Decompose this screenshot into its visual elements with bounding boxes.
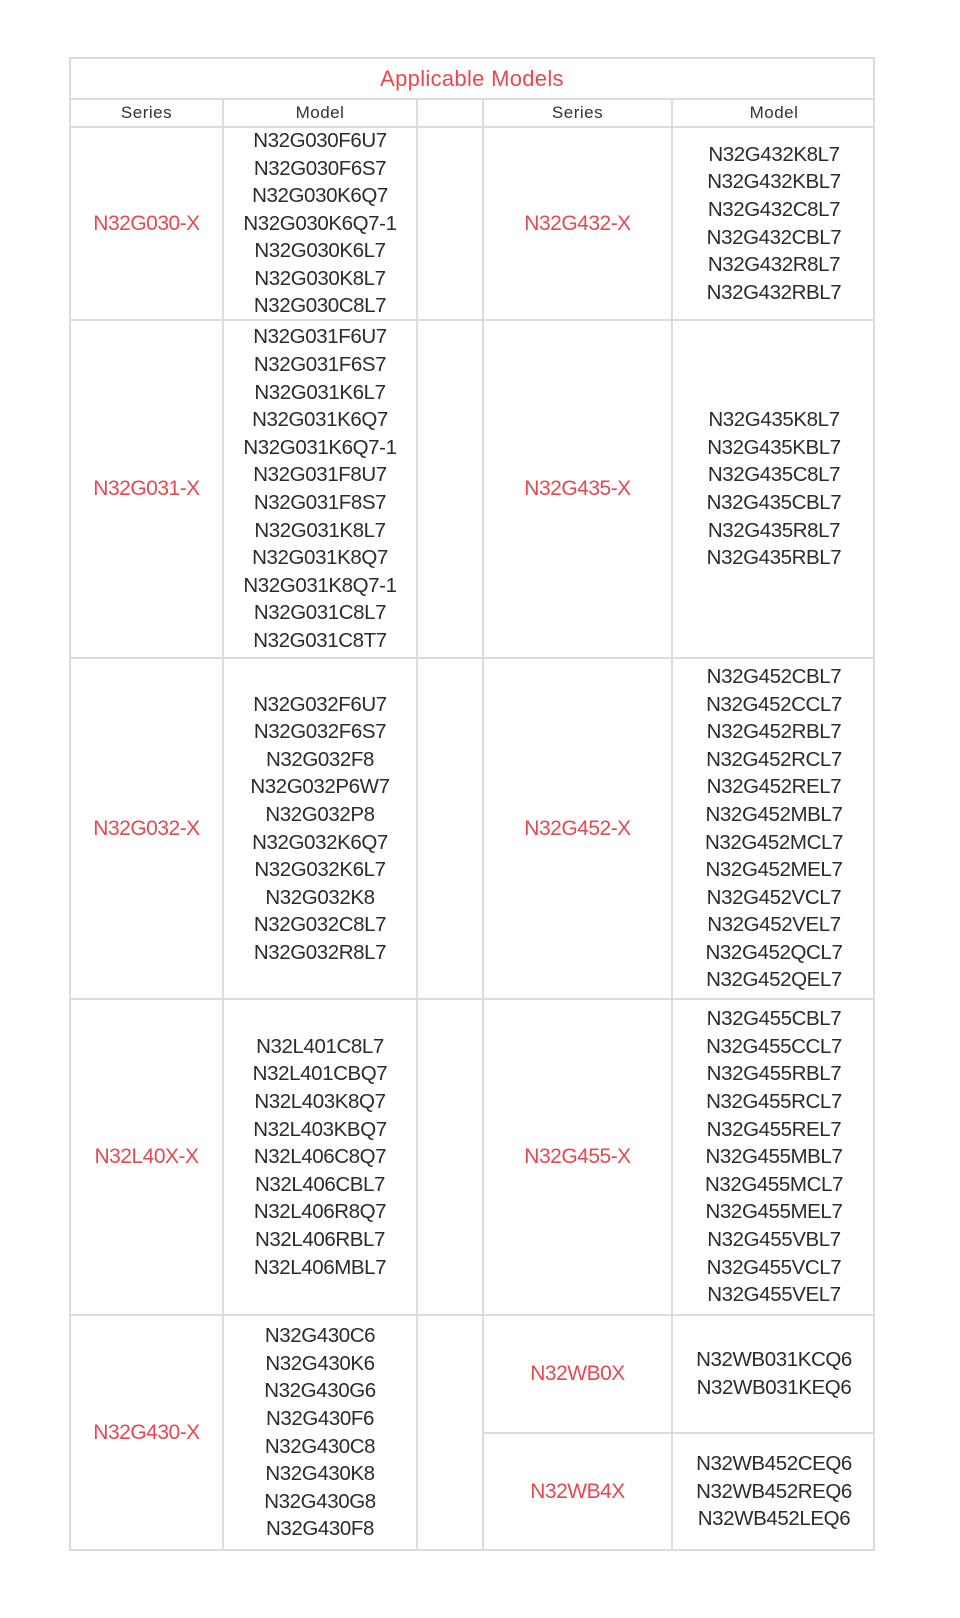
header-spacer — [418, 100, 484, 128]
model-item: N32G455CCL7 — [706, 1034, 842, 1058]
models-cell — [224, 128, 418, 321]
series-name: N32G435-X — [524, 477, 631, 500]
model-item: N32L406MBL7 — [253, 1255, 387, 1279]
model-item: N32G432C8L7 — [707, 197, 841, 221]
series-cell — [71, 659, 224, 1000]
model-item: N32G031C8T7 — [253, 628, 387, 652]
series-name: N32G031-X — [93, 477, 200, 500]
series-name: N32G432-X — [524, 211, 631, 235]
model-item: N32L403KBQ7 — [253, 1117, 387, 1141]
models-cell — [673, 1316, 875, 1434]
series-name: N32WB0X — [530, 1362, 625, 1385]
model-item: N32G435CBL7 — [706, 491, 842, 514]
model-item: N32WB452LEQ6 — [697, 1507, 851, 1531]
model-item: N32G432CBL7 — [706, 225, 842, 249]
model-item: N32G432R8L7 — [707, 253, 841, 277]
model-item: N32L406RBL7 — [254, 1227, 386, 1251]
header-series-right: Series — [484, 100, 673, 128]
model-item: N32G432KBL7 — [707, 170, 841, 194]
model-item: N32G032P8 — [265, 802, 375, 826]
model-item: N32G435C8L7 — [707, 463, 841, 487]
model-item: N32G455VEL7 — [707, 1283, 841, 1307]
model-item: N32G031K8Q7-1 — [243, 573, 397, 597]
series-cell — [71, 321, 224, 659]
model-item: N32G455REL7 — [706, 1117, 842, 1141]
model-item: N32G430C8 — [264, 1434, 376, 1458]
model-item: N32G032K6Q7 — [252, 830, 388, 854]
header-model-left: Model — [224, 100, 418, 128]
model-item: N32G031K8L7 — [254, 518, 386, 542]
model-item: N32G452MEL7 — [705, 858, 843, 882]
model-item: N32G032C8L7 — [253, 913, 387, 937]
models-cell — [224, 321, 418, 659]
series-cell — [71, 1000, 224, 1316]
model-item: N32G452MCL7 — [704, 830, 844, 854]
model-item: N32G452RCL7 — [706, 747, 842, 771]
series-cell — [484, 1000, 673, 1316]
model-item: N32G032F6U7 — [253, 692, 387, 716]
spacer-cell — [418, 659, 484, 1000]
model-item: N32WB031KEQ6 — [696, 1376, 852, 1399]
model-item: N32G452QEL7 — [706, 968, 842, 992]
model-item: N32G031F8U7 — [253, 463, 387, 487]
model-item: N32G031F8S7 — [253, 491, 387, 514]
model-item: N32WB452REQ6 — [696, 1479, 852, 1503]
models-cell — [673, 659, 875, 1000]
model-item: N32G031K6Q7-1 — [243, 435, 397, 459]
model-item: N32G455MCL7 — [704, 1172, 844, 1196]
model-item: N32WB452CEQ6 — [696, 1452, 852, 1476]
models-cell — [673, 1434, 875, 1549]
series-name: N32G032-X — [93, 816, 200, 840]
model-item: N32L406C8Q7 — [253, 1145, 387, 1169]
model-item: N32G435KBL7 — [707, 435, 841, 459]
model-item: N32G031K6L7 — [254, 380, 386, 404]
model-item: N32G455MEL7 — [705, 1200, 843, 1224]
series-cell — [484, 1434, 673, 1549]
series-cell — [484, 1316, 673, 1434]
model-item: N32L403K8Q7 — [254, 1090, 386, 1114]
model-item: N32L401CBQ7 — [252, 1062, 388, 1086]
header-model-right: Model — [673, 100, 875, 128]
model-item: N32G435K8L7 — [708, 408, 840, 432]
model-item: N32G031F6U7 — [253, 325, 387, 349]
series-name: N32G030-X — [93, 211, 200, 235]
model-item: N32G452VCL7 — [706, 885, 842, 909]
model-item: N32G031C8L7 — [253, 601, 387, 625]
model-item: N32G032P6W7 — [250, 775, 390, 799]
model-item: N32G030C8L7 — [253, 294, 387, 318]
model-item: N32G031K8Q7 — [252, 546, 388, 570]
applicable-models-table — [69, 57, 875, 1551]
models-cell — [673, 1000, 875, 1316]
models-cell — [673, 321, 875, 659]
spacer-cell — [418, 1316, 484, 1549]
series-name: N32G430-X — [93, 1420, 200, 1444]
spacer-cell — [418, 128, 484, 321]
spacer-cell — [418, 1000, 484, 1316]
model-item: N32G435RBL7 — [706, 546, 842, 570]
model-item: N32G452RBL7 — [706, 720, 842, 744]
model-item: N32G032K6L7 — [254, 858, 386, 882]
model-item: N32G430G6 — [264, 1379, 376, 1403]
model-item: N32G030K6L7 — [254, 239, 386, 263]
model-item: N32G030K8L7 — [254, 266, 386, 290]
model-item: N32G435R8L7 — [707, 518, 841, 542]
model-item: N32G455CBL7 — [706, 1007, 842, 1031]
model-item: N32G430G8 — [264, 1489, 376, 1513]
model-item: N32G432RBL7 — [706, 280, 842, 304]
table-title: Applicable Models — [71, 59, 873, 100]
model-item: N32G430K8 — [265, 1462, 375, 1486]
model-item: N32G452MBL7 — [705, 802, 843, 826]
model-item: N32G452QCL7 — [705, 940, 843, 964]
model-item: N32G432K8L7 — [708, 142, 840, 166]
series-cell — [484, 128, 673, 321]
header-series-left: Series — [71, 100, 224, 128]
models-cell — [224, 1316, 418, 1549]
model-item: N32G452CBL7 — [706, 664, 842, 688]
model-item: N32G032R8L7 — [253, 940, 387, 964]
model-item: N32G430F6 — [265, 1406, 375, 1430]
model-item: N32G430K6 — [265, 1351, 375, 1375]
model-item: N32L406CBL7 — [254, 1172, 386, 1196]
model-item: N32G032K8 — [265, 885, 375, 909]
model-item: N32G430F8 — [265, 1517, 375, 1541]
model-item: N32G455VBL7 — [707, 1227, 841, 1251]
series-cell — [71, 128, 224, 321]
model-item: N32G031K6Q7 — [252, 408, 388, 432]
models-cell — [224, 1000, 418, 1316]
model-item: N32G455RBL7 — [706, 1062, 842, 1086]
models-cell — [224, 659, 418, 1000]
series-name: N32G452-X — [524, 816, 631, 840]
model-item: N32G032F6S7 — [253, 720, 387, 744]
series-cell — [484, 321, 673, 659]
model-item: N32G030F6S7 — [253, 156, 387, 180]
spacer-cell — [418, 321, 484, 659]
series-cell — [484, 659, 673, 1000]
model-item: N32G452REL7 — [706, 775, 842, 799]
model-item: N32L401C8L7 — [256, 1034, 384, 1058]
model-item: N32G455MBL7 — [705, 1145, 843, 1169]
model-item: N32G030K6Q7 — [252, 184, 388, 208]
model-item: N32G452CCL7 — [706, 692, 842, 716]
model-item: N32G430C6 — [264, 1324, 376, 1348]
model-item: N32G030K6Q7-1 — [243, 211, 397, 235]
model-item: N32G031F6S7 — [253, 353, 387, 377]
series-cell — [71, 1316, 224, 1549]
model-item: N32G455VCL7 — [706, 1255, 842, 1279]
series-name: N32G455-X — [524, 1145, 631, 1168]
model-item: N32G032F8 — [265, 747, 375, 771]
model-item: N32WB031KCQ6 — [696, 1348, 852, 1372]
model-item: N32G455RCL7 — [706, 1090, 842, 1114]
series-name: N32L40X-X — [94, 1145, 199, 1168]
model-item: N32G030F6U7 — [253, 128, 387, 152]
series-name: N32WB4X — [530, 1479, 625, 1503]
model-item: N32G452VEL7 — [707, 913, 841, 937]
model-item: N32L406R8Q7 — [253, 1200, 387, 1224]
models-cell — [673, 128, 875, 321]
